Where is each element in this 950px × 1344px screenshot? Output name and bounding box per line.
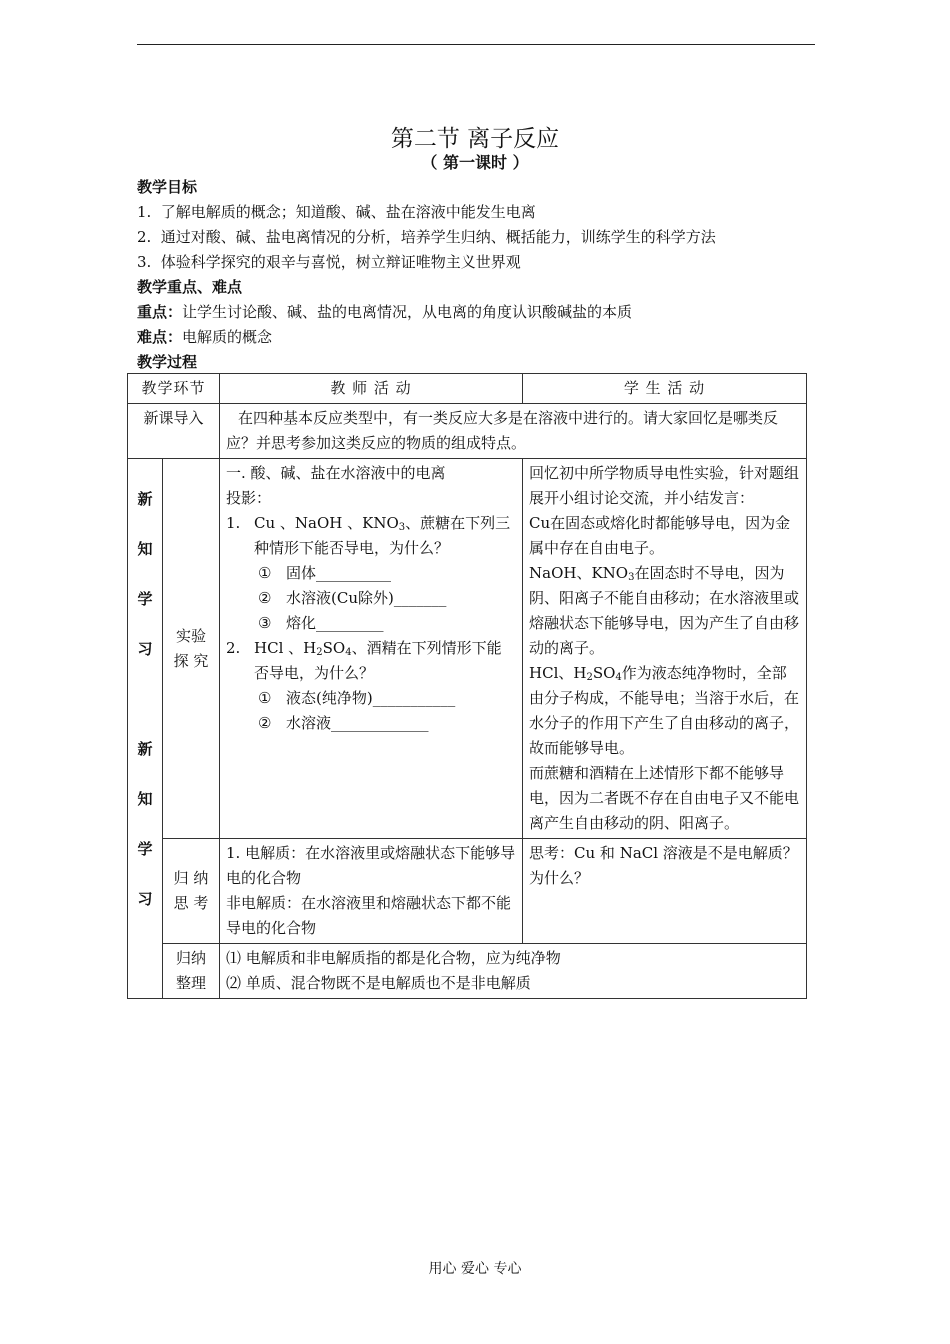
student-paragraph: 回忆初中所学物质导电性实验，针对题组展开小组讨论交流，并小结发言： (529, 464, 800, 507)
option-item (226, 561, 516, 586)
projection-label: 投影： (226, 489, 272, 507)
objective-text: 体验科学探究的艰辛与喜悦，树立辩证唯物主义世界观 (160, 253, 521, 271)
summary-line: 1. 电解质：在水溶液里或熔融状态下能够导电的化合物 (226, 844, 516, 887)
objective-item (137, 201, 536, 222)
option-text: 熔化_________ (286, 614, 384, 632)
intro-row (128, 404, 807, 459)
option-item (226, 611, 516, 636)
side-char: 知 (137, 540, 153, 558)
arrange-row (128, 944, 807, 999)
option-item (226, 586, 516, 611)
option-text: 固体__________ (286, 564, 392, 582)
option-text: 水溶液(Cu除外)_______ (286, 589, 447, 607)
side-label (128, 459, 163, 999)
option-mark: ③ (258, 614, 272, 632)
experiment-student (523, 459, 807, 839)
student-paragraph: 而蔗糖和酒精在上述情形下都不能够导电，因为二者既不存在自由电子又不能电离产生自由移动的阴、阳离子。 (529, 764, 800, 832)
option-mark: ② (258, 589, 272, 607)
side-char: 知 (137, 790, 153, 808)
header-rule (137, 44, 815, 45)
side-char: 新 (137, 490, 153, 508)
header-student: 学 生 活 动 (523, 374, 807, 404)
question-text: Cu 、NaOH 、KNO (254, 514, 399, 532)
experiment-row (128, 459, 807, 839)
arrange-content (220, 944, 807, 999)
question-text: 、蔗糖在下列三种情形下能否导电，为什么？ (254, 514, 511, 557)
question-1 (226, 511, 516, 561)
arrange-line: ⑵ 单质、混合物既不是电解质也不是非电解质 (226, 974, 531, 992)
key-point-text: 让学生讨论酸、碱、盐的电离情况，从电离的角度认识酸碱盐的本质 (182, 303, 633, 321)
question-number: 2. (226, 639, 241, 657)
option-mark: ② (258, 714, 272, 732)
summary-line: 非电解质：在水溶液里和熔融状态下都不能导电的化合物 (226, 894, 512, 937)
table-header-row (128, 374, 807, 404)
objective-number: 1. (137, 203, 152, 221)
summary-row (128, 839, 807, 944)
intro-label: 新课导入 (128, 404, 220, 459)
difficult-point-text: 电解质的概念 (182, 328, 273, 346)
objective-text: 通过对酸、碱、盐电离情况的分析，培养学生归纳、概括能力，训练学生的科学方法 (160, 228, 716, 246)
subscript: 2 (316, 647, 323, 658)
objective-item (137, 226, 716, 247)
intro-text: 在四种基本反应类型中，有一类反应大多是在溶液中进行的。请大家回忆是哪类反应？并思考参加这类反应的物质的组成特点。 (220, 404, 807, 459)
side-char: 习 (137, 640, 153, 658)
experiment-label: 实验探 究 (163, 459, 220, 839)
question-number: 1. (226, 514, 241, 532)
question-text: 、酒精在下列情形下能否导电，为什么？ (254, 639, 502, 682)
objective-number: 3. (137, 253, 152, 271)
option-item (226, 686, 516, 711)
subscript: 3 (628, 572, 635, 583)
subscript: 4 (615, 672, 622, 683)
process-heading: 教学过程 (137, 353, 198, 371)
objective-item (137, 251, 521, 272)
objective-number: 2. (137, 228, 152, 246)
experiment-teacher (220, 459, 523, 839)
summary-teacher (220, 839, 523, 944)
difficult-point (137, 326, 272, 347)
summary-student: 思考：Cu 和 NaCl 溶液是不是电解质？为什么？ (523, 839, 807, 944)
summary-label: 归 纳思 考 (163, 839, 220, 944)
question-text: SO (322, 639, 346, 657)
option-text: 液态(纯净物)___________ (286, 689, 456, 707)
student-paragraph (529, 661, 800, 761)
focus-heading: 教学重点、难点 (137, 278, 243, 296)
question-text: HCl 、H (254, 639, 317, 657)
option-item (226, 711, 516, 736)
subscript: 4 (345, 647, 352, 658)
student-paragraph (529, 561, 800, 661)
lesson-table (127, 373, 807, 999)
option-text: 水溶液_____________ (286, 714, 429, 732)
side-char: 习 (137, 890, 153, 908)
option-mark: ① (258, 689, 272, 707)
student-text: SO (592, 664, 616, 682)
page-title: 第二节 离子反应 (390, 126, 560, 152)
student-text: 作为液态纯净物时，全部由分子构成，不能导电；当溶于水后，在水分子的作用下产生了自由移动的离子，故而能够导电。 (529, 664, 800, 757)
subscript: 3 (398, 522, 406, 533)
key-point (137, 301, 632, 322)
side-char: 学 (137, 840, 153, 858)
option-mark: ① (258, 564, 272, 582)
objectives-heading: 教学目标 (137, 178, 198, 196)
objective-text: 了解电解质的概念；知道酸、碱、盐在溶液中能发生电离 (160, 203, 536, 221)
arrange-label: 归纳整理 (163, 944, 220, 999)
side-char: 学 (137, 590, 153, 608)
arrange-line: ⑴ 电解质和非电解质指的都是化合物，应为纯净物 (226, 949, 561, 967)
key-point-label: 重点： (137, 303, 183, 321)
student-text: HCl、H (529, 664, 587, 682)
question-2 (226, 636, 516, 686)
page-subtitle: （ 第一课时 ） (421, 153, 529, 172)
header-stage: 教学环节 (128, 374, 220, 404)
subscript: 2 (586, 672, 593, 683)
page-footer: 用心 爱心 专心 (428, 1261, 522, 1277)
difficult-point-label: 难点： (137, 328, 183, 346)
teacher-heading: 一. 酸、碱、盐在水溶液中的电离 (226, 464, 446, 482)
student-text: NaOH、KNO (529, 564, 629, 582)
side-char: 新 (137, 740, 153, 758)
student-text: 在固态时不导电，因为阴、阳离子不能自由移动；在水溶液里或熔融状态下能够导电，因为产生了自由移动的离子。 (529, 564, 800, 657)
student-paragraph: Cu在固态或熔化时都能够导电，因为金属中存在自由电子。 (529, 514, 791, 557)
header-teacher: 教 师 活 动 (220, 374, 523, 404)
